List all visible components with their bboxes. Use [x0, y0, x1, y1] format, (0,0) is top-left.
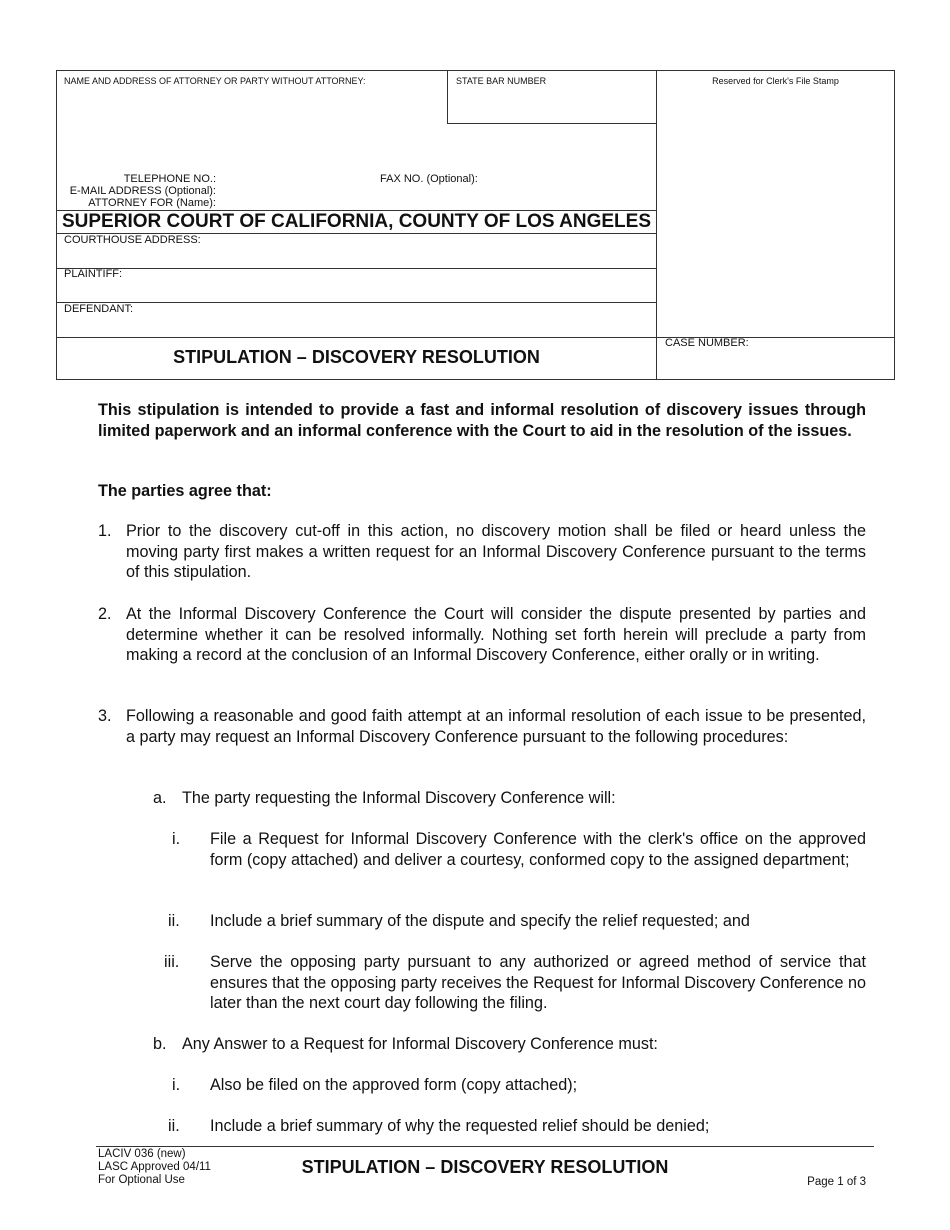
defendant-bottom-rule: [56, 337, 895, 338]
item-3b-text: Any Answer to a Request for Informal Discovery Conference must:: [182, 1035, 658, 1053]
item-3b-letter: b.: [153, 1035, 167, 1053]
item-3a-i-text: File a Request for Informal Discovery Conference with the clerk's office on the approved form (copy attached) and deliver a courtesy, conformed copy to the assigned department;: [210, 830, 866, 869]
footer-page-number: Page 1 of 3: [807, 1176, 866, 1188]
item-3a-iii-numeral: iii.: [164, 953, 180, 971]
item-3b-ii-text: Include a brief summary of why the requested relief should be denied;: [210, 1117, 710, 1135]
item-2-text: At the Informal Discovery Conference the Court will consider the dispute presented by parties and determine whether it can be resolved informally. Nothing set forth herein will preclude a party from making a record at the conclusion of an Informal Discovery Conference, either orally or in writing.: [126, 605, 866, 664]
parties-agree-heading: The parties agree that:: [98, 482, 272, 500]
item-3a-ii-text: Include a brief summary of the dispute and specify the relief requested; and: [210, 912, 750, 930]
state-bar-bottom: [447, 123, 657, 124]
item-3a-ii-numeral: ii.: [168, 912, 180, 930]
item-3a-i-numeral: i.: [172, 830, 181, 848]
courthouse-label: COURTHOUSE ADDRESS:: [64, 234, 201, 246]
intro-paragraph: This stipulation is intended to provide a fast and informal resolution of discovery issues through limited paperwork and an informal conference with the Court to aid in the resolution of the issues.: [98, 401, 866, 440]
footer-form-id: LACIV 036 (new): [98, 1148, 186, 1160]
item-3b-i-numeral: i.: [172, 1076, 181, 1094]
email-label: E-MAIL ADDRESS (Optional):: [69, 185, 216, 197]
item-3b-i-text: Also be filed on the approved form (copy attached);: [210, 1076, 578, 1094]
clerk-stamp-label: Reserved for Clerk's File Stamp: [712, 76, 839, 86]
attorney-label: NAME AND ADDRESS OF ATTORNEY OR PARTY WITHOUT ATTORNEY:: [64, 76, 366, 86]
state-bar-label: STATE BAR NUMBER: [456, 76, 547, 86]
plaintiff-bottom-rule: [56, 302, 657, 303]
telephone-label: TELEPHONE NO.:: [123, 173, 216, 185]
footer-approved: LASC Approved 04/11: [98, 1161, 211, 1173]
document-title: STIPULATION – DISCOVERY RESOLUTION: [173, 347, 540, 367]
footer-title: STIPULATION – DISCOVERY RESOLUTION: [301, 1157, 669, 1177]
courthouse-bottom-rule: [56, 268, 657, 269]
state-bar-divider: [447, 70, 448, 124]
fax-label: FAX NO. (Optional):: [380, 173, 478, 185]
item-3-text: Following a reasonable and good faith attempt at an informal resolution of each issue to be presented, a party may request an Informal Discovery Conference pursuant to the following procedures:: [126, 707, 866, 746]
item-1-text: Prior to the discovery cut-off in this action, no discovery motion shall be filed or heard unless the moving party first makes a written request for an Informal Discovery Conference pursuant to the terms of this stipulation.: [126, 522, 866, 581]
case-number-label: CASE NUMBER:: [665, 337, 749, 349]
footer-rule: [96, 1146, 874, 1147]
item-1-number: 1.: [98, 522, 112, 540]
defendant-label: DEFENDANT:: [64, 303, 134, 315]
item-2-number: 2.: [98, 605, 112, 623]
item-3-number: 3.: [98, 707, 112, 725]
item-3b-ii-numeral: ii.: [168, 1117, 180, 1135]
item-3a-text: The party requesting the Informal Discovery Conference will:: [182, 789, 616, 807]
item-3a-letter: a.: [153, 789, 167, 807]
plaintiff-label: PLAINTIFF:: [64, 268, 123, 280]
attorney-for-label: ATTORNEY FOR (Name):: [88, 197, 216, 209]
item-3a-iii-text: Serve the opposing party pursuant to any authorized or agreed method of service that ensures that the opposing party receives the Request for Informal Discovery Conference no later than the next court day following the filing.: [210, 953, 866, 1012]
footer-optional: For Optional Use: [98, 1174, 185, 1186]
court-name: SUPERIOR COURT OF CALIFORNIA, COUNTY OF LOS ANGELES: [61, 211, 652, 232]
